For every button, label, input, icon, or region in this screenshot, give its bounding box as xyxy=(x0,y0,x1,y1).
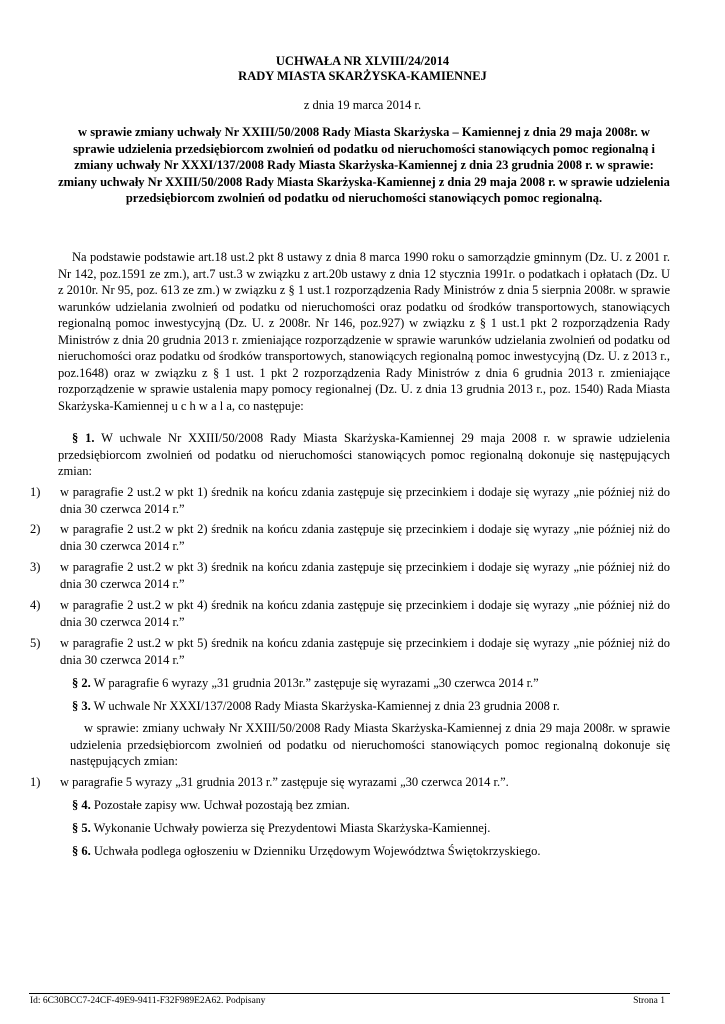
section-2 xyxy=(72,675,670,692)
preamble: Na podstawie podstawie art.18 ust.2 pkt 8 ustawy z dnia 8 marca 1990 roku o samorządzie gminnym (Dz. U. z 2001 r. Nr 142, poz.1591 ze zm.), art.7 ust.3 w związku z art.20b ustawy z dnia 12 stycznia 1991r. o podatkach i opłatach (Dz. U z 2010r. Nr 95, poz. 613 ze zm.) w związku z § 1 ust.1 rozporządzenia Rady Ministrów z dnia 5 sierpnia 2008r. w sprawie warunków udzielania zwolnień od podatku od nieruchomości oraz podatku od środków transportowych, stanowiących regionalną pomoc inwestycyjną (Dz. U. z 2008r. Nr 146, poz.927) w związku z § 1 ust.1 pkt 2 rozporządzenia Rady Ministrów z dnia 20 grudnia 2013 r. zmieniające rozporządzenie w sprawie warunków udzielania zwolnień od podatku od nieruchomości oraz podatku od środków transportowych, stanowiących regionalną pomoc inwestycyjną (Dz. U. z 2013 r., poz.1648) oraz w związku z § 1 ust. 1 pkt 2 rozporządzenia Rady Ministrów z dnia 6 grudnia 2013 r. zmieniające rozporządzenie w sprawie ustalenia mapy pomocy regionalnej (Dz. U. z dnia 13 grudnia 2013 r., poz. 1540) Rada Miasta Skarżyska-Kamiennej u c h w a l a, co następuje: xyxy=(58,250,670,413)
list-item-text: w paragrafie 2 ust.2 w pkt 3) średnik na końcu zdania zastępuje się przecinkiem i dodaje się wyrazy „nie później niż do dnia 30 czerwca 2014 r.” xyxy=(60,560,670,591)
section-3-text: W uchwale Nr XXXI/137/2008 Rady Miasta Skarżyska-Kamiennej z dnia 23 grudnia 2008 r. xyxy=(93,699,560,713)
section-2-text: W paragrafie 6 wyrazy „31 grudnia 2013r.” zastępuje się wyrazami „30 czerwca 2014 r.” xyxy=(93,676,539,690)
section-4 xyxy=(72,797,670,814)
list-item-number: 1) xyxy=(30,485,41,499)
section-6 xyxy=(72,843,670,860)
list-item-text: w paragrafie 2 ust.2 w pkt 5) średnik na końcu zdania zastępuje się przecinkiem i dodaje się wyrazy „nie później niż do dnia 30 czerwca 2014 r.” xyxy=(60,636,670,667)
list-item-text: w paragrafie 2 ust.2 w pkt 2) średnik na końcu zdania zastępuje się przecinkiem i dodaje się wyrazy „nie później niż do dnia 30 czerwca 2014 r.” xyxy=(60,522,670,553)
section-6-text: Uchwała podlega ogłoszeniu w Dzienniku Urzędowym Województwa Świętokrzyskiego. xyxy=(93,844,541,858)
list-item-text: w paragrafie 2 ust.2 w pkt 4) średnik na końcu zdania zastępuje się przecinkiem i dodaje się wyrazy „nie później niż do dnia 30 czerwca 2014 r.” xyxy=(60,598,670,629)
document-id: Id: 6C30BCC7-24CF-49E9-9411-F32F989E2A62. Podpisany xyxy=(30,996,266,1006)
list-item xyxy=(30,635,670,668)
section-6-mark: § 6. xyxy=(72,844,91,858)
council-name: RADY MIASTA SKARŻYSKA-KAMIENNEJ xyxy=(238,69,487,83)
section-5 xyxy=(72,820,670,837)
page-number: Strona 1 xyxy=(633,996,665,1006)
footer-divider xyxy=(29,993,670,994)
section-3-subject: w sprawie: zmiany uchwały Nr XXIII/50/2008 Rady Miasta Skarżyska-Kamiennej z dnia 29 maja 2008r. w sprawie udzielenia przedsiębiorcom zwolnień od podatku od nieruchomości stanowiących pomoc regionalną dokonuje się następujących zmian: xyxy=(70,721,670,768)
list-item-text: w paragrafie 5 wyrazy „31 grudnia 2013 r.” zastępuje się wyrazami „30 czerwca 2014 r.”. xyxy=(60,775,509,789)
list-item-number: 1) xyxy=(30,775,41,789)
list-item-text: w paragrafie 2 ust.2 w pkt 1) średnik na końcu zdania zastępuje się przecinkiem i dodaje się wyrazy „nie później niż do dnia 30 czerwca 2014 r.” xyxy=(60,485,670,516)
section-5-mark: § 5. xyxy=(72,821,91,835)
resolution-subject: w sprawie zmiany uchwały Nr XXIII/50/2008 Rady Miasta Skarżyska – Kamiennej z dnia 29 maja 2008r. w sprawie udzielenia przedsiębiorcom zwolnień od podatku od nieruchomości stanowiących pomoc regionalną i zmiany uchwały Nr XXXI/137/2008 Rady Miasta Skarżyska-Kamiennej z dnia 23 grudnia 2008 r. w sprawie: zmiany uchwały Nr XXIII/50/2008 Rady Miasta Skarżyska-Kamiennej z dnia 29 maja 2008 r. w sprawie udzielenia przedsiębiorcom zwolnień od podatku od nieruchomości stanowiących pomoc regionalną. xyxy=(58,125,670,205)
list-item xyxy=(30,774,670,791)
section-5-text: Wykonanie Uchwały powierza się Prezydentowi Miasta Skarżyska-Kamiennej. xyxy=(93,821,491,835)
list-item-number: 3) xyxy=(30,560,41,574)
list-item xyxy=(30,484,670,517)
section-4-mark: § 4. xyxy=(72,798,91,812)
section-2-mark: § 2. xyxy=(72,676,91,690)
list-item-number: 4) xyxy=(30,598,41,612)
list-item-number: 5) xyxy=(30,636,41,650)
list-item xyxy=(30,559,670,592)
section-1-mark: § 1. xyxy=(72,431,95,445)
section-1-text: W uchwale Nr XXIII/50/2008 Rady Miasta Skarżyska-Kamiennej 29 maja 2008 r. w sprawie udzielenia przedsiębiorcom zwolnień od podatku od nieruchomości stanowiących pomoc regionalną dokonuje się następujących zmian: xyxy=(58,431,671,478)
section-4-text: Pozostałe zapisy ww. Uchwał pozostają bez zmian. xyxy=(93,798,350,812)
list-item xyxy=(30,521,670,554)
list-item xyxy=(30,597,670,630)
list-item-number: 2) xyxy=(30,522,41,536)
section-3-mark: § 3. xyxy=(72,699,91,713)
resolution-number: UCHWAŁA NR XLVIII/24/2014 xyxy=(275,54,450,68)
resolution-date: z dnia 19 marca 2014 r. xyxy=(303,98,422,112)
section-3 xyxy=(72,698,670,715)
section-1 xyxy=(58,430,670,480)
